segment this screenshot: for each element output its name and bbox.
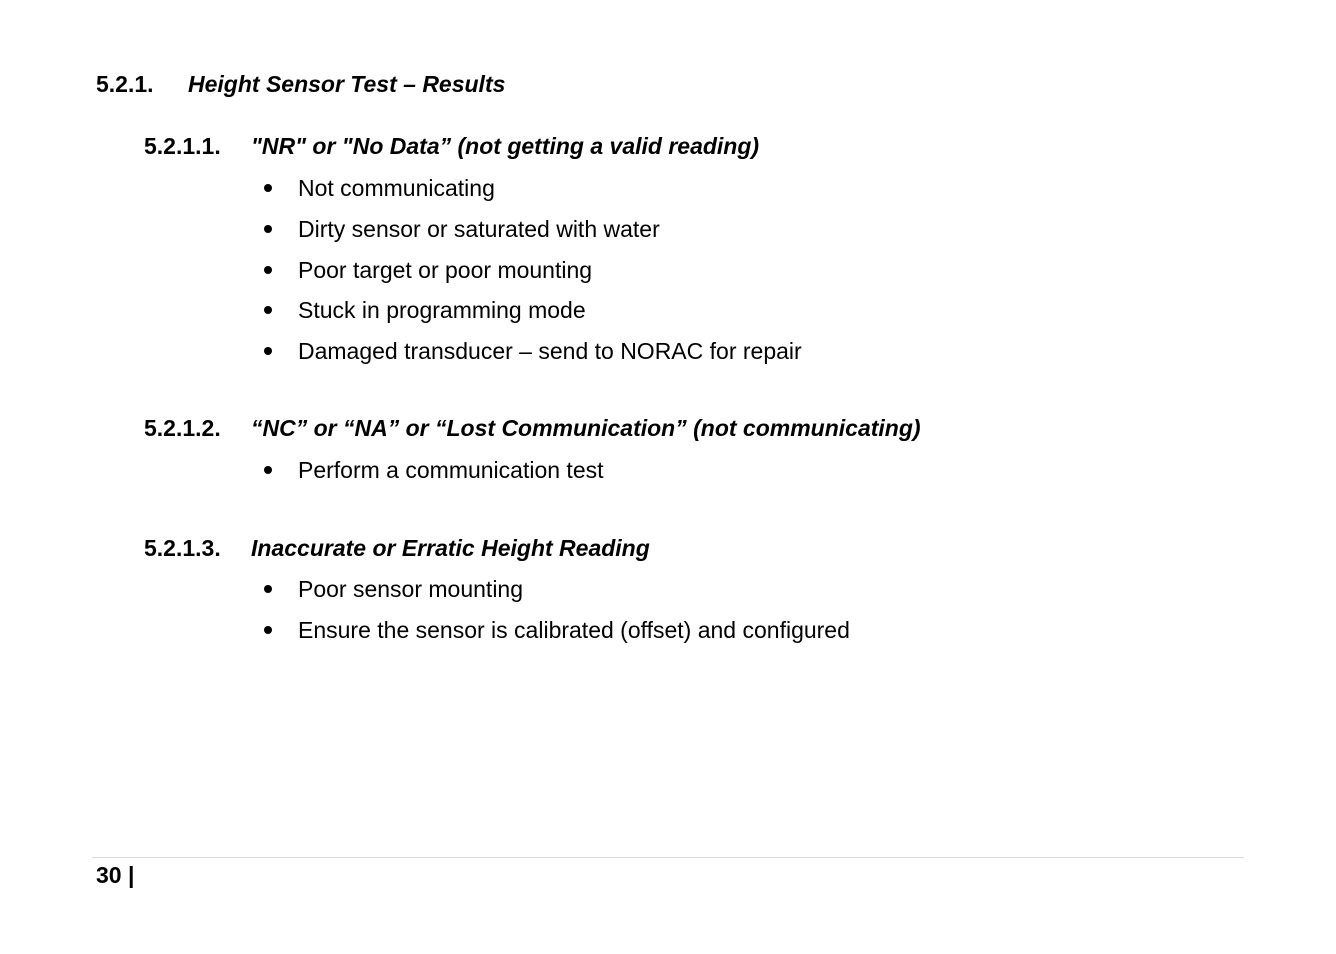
subsection-title: Inaccurate or Erratic Height Reading (251, 535, 650, 561)
list-item-text: Stuck in programming mode (298, 297, 586, 324)
list-item-text: Dirty sensor or saturated with water (298, 215, 660, 242)
list-item-text: Damaged transducer – send to NORAC for repair (298, 338, 802, 365)
list-item-text: Perform a communication test (298, 457, 604, 483)
list-item (258, 457, 604, 498)
list-item-text: Ensure the sensor is calibrated (offset) and configured (298, 616, 850, 643)
section-title: Height Sensor Test – Results (188, 71, 506, 97)
bullet-icon (264, 266, 272, 274)
list-item (258, 257, 802, 298)
section-heading (96, 69, 505, 99)
list-item-text: Poor sensor mounting (298, 576, 524, 602)
subsection-heading (144, 131, 759, 161)
footer-divider (92, 857, 1244, 858)
page-number: 30 | (96, 862, 135, 888)
subsection-heading (144, 533, 650, 563)
section-number: 5.2.1. (96, 71, 154, 97)
bullet-list (258, 175, 802, 379)
bullet-icon (264, 585, 272, 593)
bullet-icon (264, 347, 272, 355)
bullet-icon (264, 306, 272, 314)
bullet-list (258, 457, 604, 498)
subsection-number: 5.2.1.1. (144, 133, 221, 159)
list-item (258, 216, 802, 257)
subsection-title: “NC” or “NA” or “Lost Communication” (not communicating) (251, 415, 921, 441)
bullet-list (258, 576, 850, 658)
list-item-text: Not communicating (298, 175, 495, 201)
list-item (258, 576, 850, 617)
list-item (258, 175, 802, 216)
bullet-icon (264, 626, 272, 634)
list-item (258, 338, 802, 379)
list-item (258, 297, 802, 338)
bullet-icon (264, 184, 272, 192)
subsection-title: "NR" or "No Data” (not getting a valid reading) (251, 133, 760, 159)
subsection-number: 5.2.1.2. (144, 415, 221, 441)
subsection-heading (144, 413, 921, 443)
list-item (258, 617, 850, 658)
bullet-icon (264, 225, 272, 233)
list-item-text: Poor target or poor mounting (298, 256, 593, 283)
subsection-number: 5.2.1.3. (144, 535, 221, 561)
bullet-icon (264, 466, 272, 474)
